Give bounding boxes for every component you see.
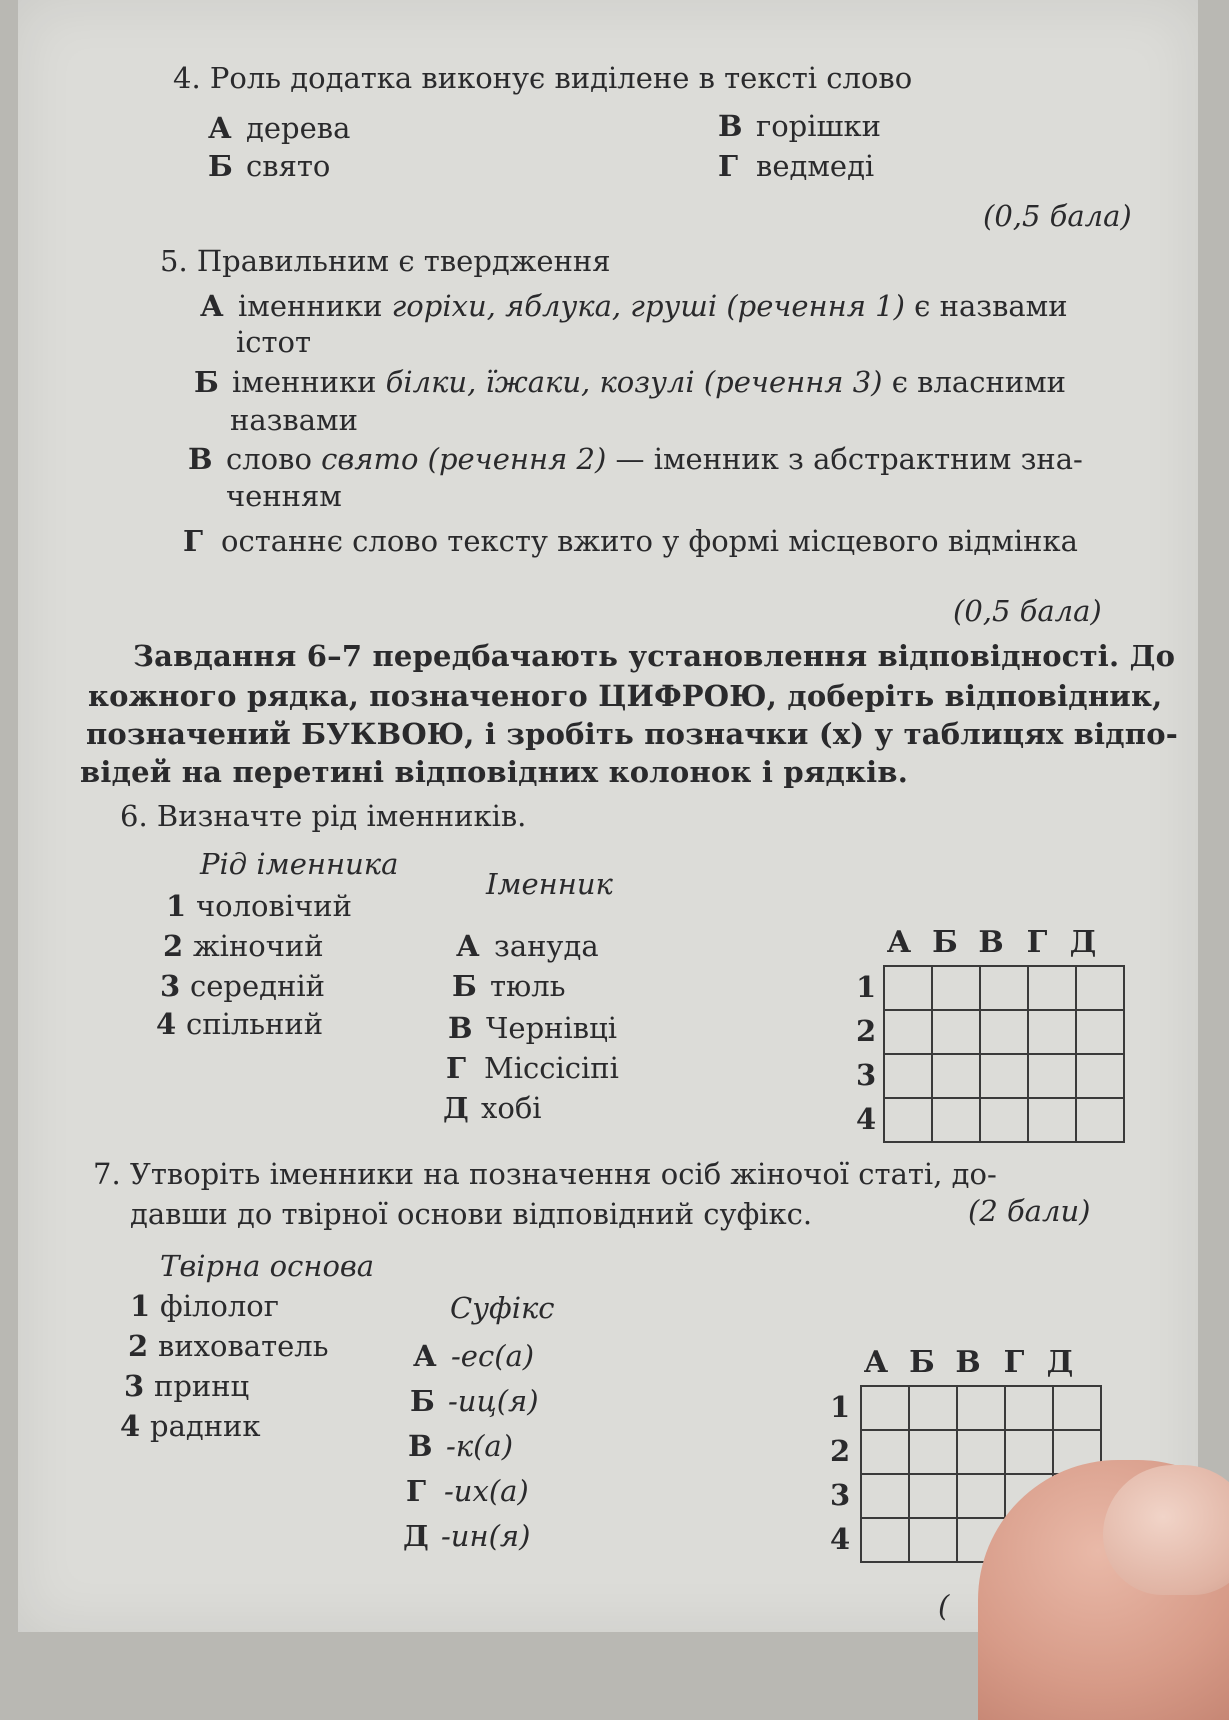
q7-left-1: 1 філолог (130, 1289, 279, 1323)
q6-cell[interactable] (932, 1054, 980, 1098)
q6-grid-col-a: А (886, 925, 912, 960)
q6-cell[interactable] (1076, 966, 1124, 1010)
q7-grid-row-labels (830, 1385, 850, 1561)
q7-points: ( (938, 1589, 950, 1623)
instructions-line-2: кожного рядка, позначеного ЦИФРОЮ, доберіть відповідник, (88, 679, 1163, 713)
q4-title: 4. Роль додатка виконує виділене в тексті слово (173, 61, 913, 95)
q6-cell[interactable] (884, 1054, 932, 1098)
q6-grid-row-labels (856, 965, 876, 1141)
q7-left-4: 4 радник (120, 1409, 261, 1443)
q6-cell[interactable] (1028, 1098, 1076, 1142)
q5-title: 5. Правильним є твердження (160, 244, 611, 278)
q7-cell[interactable] (861, 1430, 909, 1474)
instructions-line-1: Завдання 6–7 передбачають установлення відповідності. До (133, 639, 1176, 673)
q6-grid-header (876, 925, 1106, 960)
q7-cell[interactable] (957, 1474, 1005, 1518)
q6-left-2: 2 жіночий (163, 929, 324, 963)
q6-cell[interactable] (980, 1054, 1028, 1098)
q6-cell[interactable] (932, 966, 980, 1010)
q6-left-1: 1 чоловічий (166, 889, 352, 923)
q6-cell[interactable] (980, 1010, 1028, 1054)
q7-grid-row-4: 4 (830, 1522, 851, 1556)
q4-option-c: В горішки (718, 109, 881, 143)
q4-option-b: Б свято (208, 149, 331, 183)
q6-grid-row-1: 1 (856, 970, 877, 1004)
q6-right-a: А зануда (456, 929, 599, 963)
q6-grid-col-d: Г (1026, 925, 1048, 960)
q7-cell[interactable] (1053, 1386, 1101, 1430)
q6-cell[interactable] (884, 1010, 932, 1054)
q6-left-4: 4 спільний (156, 1007, 324, 1041)
q6-right-d: Г Міссісіпі (446, 1051, 619, 1085)
q5-option-b-cont: назвами (230, 403, 358, 437)
q7-grid-col-d: Г (1003, 1345, 1025, 1380)
q6-cell[interactable] (980, 1098, 1028, 1142)
q5-option-a-cont: істот (236, 325, 312, 359)
q6-cell[interactable] (1028, 1054, 1076, 1098)
q7-right-d: Г -их(а) (406, 1474, 529, 1508)
q6-title: 6. Визначте рід іменників. (120, 799, 527, 833)
q4-option-d: Г ведмеді (718, 149, 875, 183)
q7-cell[interactable] (909, 1474, 957, 1518)
q5-points: (0,5 бала) (953, 594, 1102, 628)
q5-option-b: Б іменники білки, їжаки, козулі (речення 3) є власними (194, 365, 1067, 399)
q6-right-b: Б тюль (452, 969, 566, 1003)
q7-cell[interactable] (909, 1518, 957, 1562)
q6-grid-row-3: 3 (856, 1058, 877, 1092)
q6-right-c: В Чернівці (448, 1011, 617, 1045)
q7-title-line-2: давши до твірної основи відповідний суфікс. (130, 1197, 813, 1231)
q7-grid-row-1: 1 (830, 1390, 851, 1424)
worksheet-page (18, 0, 1198, 1632)
q6-cell[interactable] (884, 966, 932, 1010)
q7-cell[interactable] (909, 1386, 957, 1430)
q6-grid-col-e: Д (1069, 925, 1097, 960)
q6-col2-header: Іменник (486, 867, 613, 901)
q7-right-b: Б -иц(я) (410, 1384, 539, 1418)
q7-cell[interactable] (909, 1430, 957, 1474)
q6-cell[interactable] (932, 1098, 980, 1142)
q4-option-a: А дерева (208, 111, 351, 145)
q6-cell[interactable] (980, 966, 1028, 1010)
q6-cell[interactable] (1076, 1010, 1124, 1054)
q7-grid-row-2: 2 (830, 1434, 851, 1468)
q7-grid-col-c: В (955, 1345, 981, 1380)
q6-grid-row-4: 4 (856, 1102, 877, 1136)
q6-right-e: Д хобі (443, 1091, 542, 1125)
q7-cell[interactable] (957, 1386, 1005, 1430)
q6-points: (2 бали) (968, 1194, 1091, 1228)
q6-col1-header: Рід іменника (200, 847, 399, 881)
q7-grid-row-3: 3 (830, 1478, 851, 1512)
q6-grid-col-b: Б (932, 925, 958, 960)
q6-cell[interactable] (1076, 1054, 1124, 1098)
q6-cell[interactable] (1076, 1098, 1124, 1142)
q7-grid-header (853, 1345, 1083, 1380)
q6-left-3: 3 середній (160, 969, 325, 1003)
q6-grid-row-2: 2 (856, 1014, 877, 1048)
q6-cell[interactable] (932, 1010, 980, 1054)
q7-cell[interactable] (861, 1386, 909, 1430)
q7-grid-col-e: Д (1046, 1345, 1074, 1380)
q5-option-a: А іменники горіхи, яблука, груші (речення 1) є назвами (200, 289, 1068, 323)
q7-title-line-1: 7. Утворіть іменники на позначення осіб жіночої статі, до- (93, 1157, 997, 1191)
q4-points: (0,5 бала) (983, 199, 1132, 233)
q7-right-c: В -к(а) (408, 1429, 514, 1463)
q6-answer-grid (883, 965, 1125, 1143)
q6-cell[interactable] (1028, 1010, 1076, 1054)
q7-right-e: Д -ин(я) (403, 1519, 531, 1553)
q5-option-c: В слово свято (речення 2) — іменник з абстрактним зна- (188, 442, 1083, 476)
q7-cell[interactable] (1005, 1386, 1053, 1430)
q7-col1-header: Твірна основа (160, 1249, 375, 1283)
q7-left-3: 3 принц (124, 1369, 250, 1403)
q7-grid-col-a: А (863, 1345, 889, 1380)
q6-cell[interactable] (1028, 966, 1076, 1010)
q7-col2-header: Суфікс (450, 1291, 555, 1325)
q7-left-2: 2 вихователь (128, 1329, 329, 1363)
instructions-line-3: позначений БУКВОЮ, і зробіть позначки (х) у таблицях відпо- (86, 717, 1178, 751)
q7-cell[interactable] (861, 1518, 909, 1562)
instructions-line-4: відей на перетині відповідних колонок і рядків. (80, 755, 908, 789)
q6-cell[interactable] (884, 1098, 932, 1142)
q7-right-a: А -ес(а) (413, 1339, 535, 1373)
q6-grid-col-c: В (978, 925, 1004, 960)
q7-cell[interactable] (1005, 1430, 1053, 1474)
q5-option-d: Г останнє слово тексту вжито у формі місцевого відмінка (183, 524, 1078, 558)
q7-grid-col-b: Б (909, 1345, 935, 1380)
q5-option-c-cont: ченням (226, 479, 342, 513)
q7-cell[interactable] (861, 1474, 909, 1518)
q7-cell[interactable] (957, 1430, 1005, 1474)
